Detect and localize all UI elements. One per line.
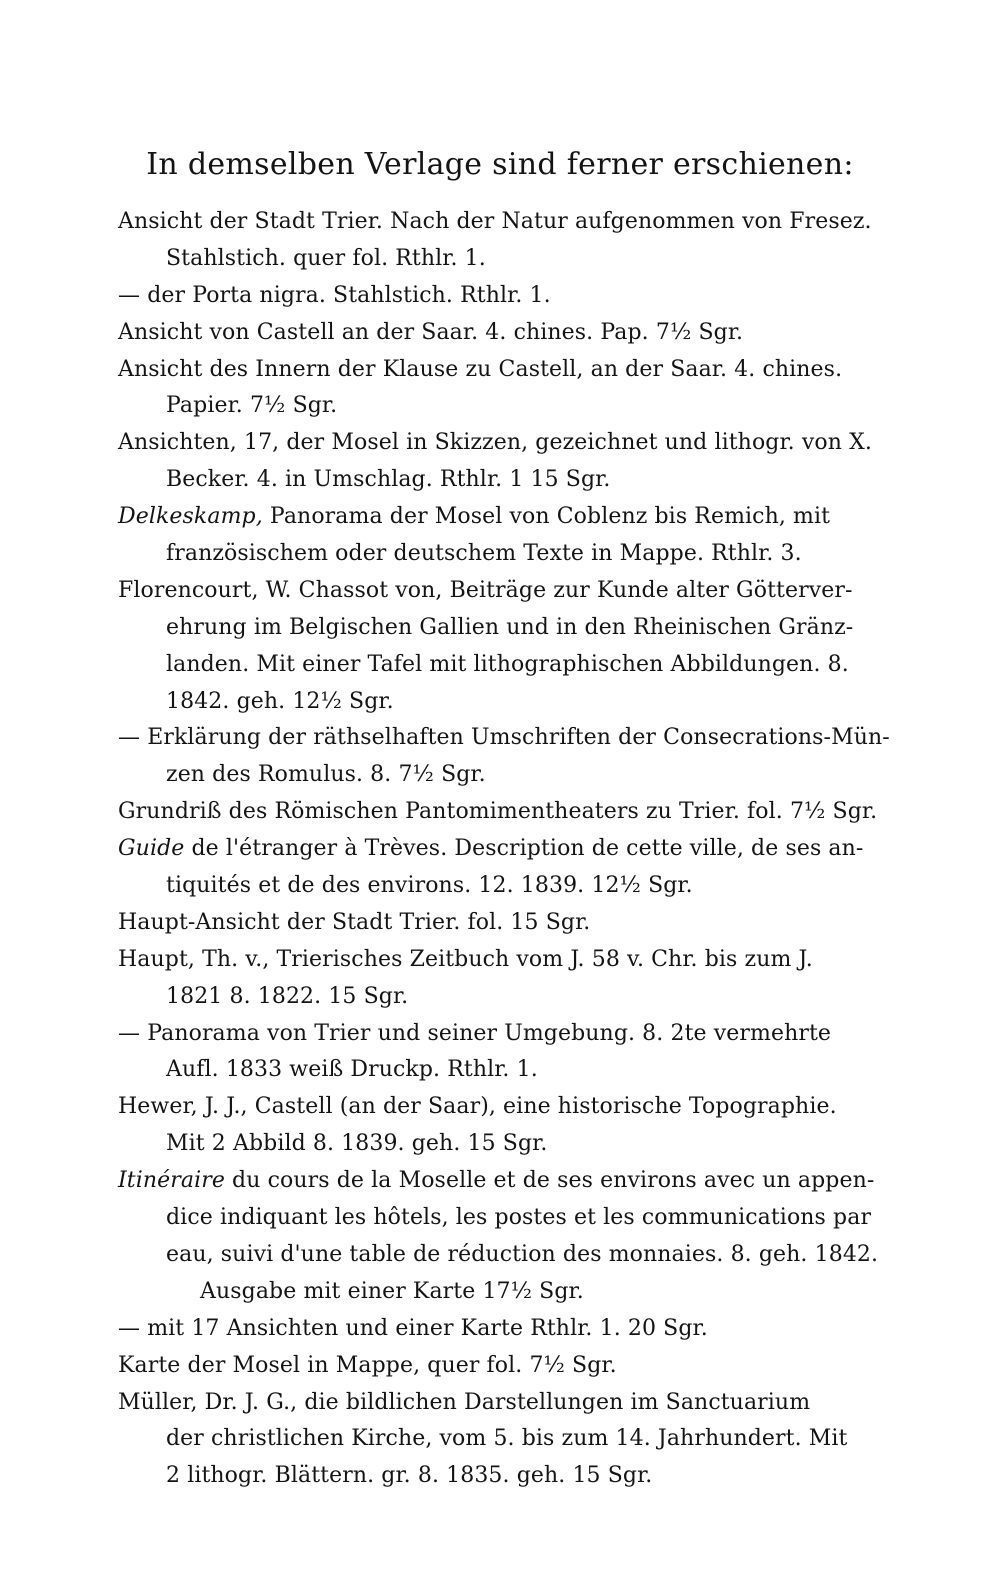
entry-text: Panorama der Mosel von Coblenz bis Remich, mit bbox=[262, 504, 831, 530]
entry-line: Ansicht des Innern der Klause zu Castell, an der Saar. 4. chines. bbox=[118, 356, 843, 382]
entry-continuation: 1842. geh. 12½ Sgr. bbox=[166, 688, 394, 714]
entry-text: du cours de la Moselle et de ses environs avec un appen- bbox=[224, 1168, 875, 1194]
entry-continuation: 1821 8. 1822. 15 Sgr. bbox=[166, 983, 409, 1009]
entry-continuation: Mit 2 Abbild 8. 1839. geh. 15 Sgr. bbox=[166, 1131, 548, 1157]
entry-line bbox=[118, 499, 888, 536]
entry-line: Karte der Mosel in Mappe, quer fol. 7½ Sgr. bbox=[118, 1352, 617, 1378]
entry-author-italic: Delkeskamp, bbox=[118, 504, 263, 530]
entry-continuation: der christlichen Kirche, vom 5. bis zum 14. Jahrhundert. Mit bbox=[166, 1426, 848, 1452]
entry-continuation: ehrung im Belgischen Gallien und in den Rheinischen Gränz- bbox=[166, 614, 854, 640]
entry-line: Haupt, Th. v., Trierisches Zeitbuch vom J. 58 v. Chr. bis zum J. bbox=[118, 946, 813, 972]
entry-line: Hewer, J. J., Castell (an der Saar), eine historische Topographie. bbox=[118, 1094, 837, 1120]
entry-line: Ansichten, 17, der Mosel in Skizzen, gezeichnet und lithogr. von X. bbox=[118, 430, 872, 456]
entry-continuation: Stahlstich. quer fol. Rthlr. 1. bbox=[166, 245, 486, 271]
page-heading: In demselben Verlage sind ferner erschienen: bbox=[146, 147, 854, 182]
entry-continuation: eau, suivi d'une table de réduction des monnaies. 8. geh. 1842. bbox=[166, 1241, 879, 1267]
entry-continuation: landen. Mit einer Tafel mit lithographischen Abbildungen. 8. bbox=[166, 651, 849, 677]
entry-continuation: Ausgabe mit einer Karte 17½ Sgr. bbox=[200, 1278, 584, 1304]
entry-continuation: Papier. 7½ Sgr. bbox=[166, 393, 338, 419]
entry-continuation: dice indiquant les hôtels, les postes et les communications par bbox=[166, 1205, 872, 1231]
entry-line: Grundriß des Römischen Pantomimentheaters zu Trier. fol. 7½ Sgr. bbox=[118, 799, 878, 825]
entry-continuation: 2 lithogr. Blättern. gr. 8. 1835. geh. 15 Sgr. bbox=[166, 1463, 653, 1489]
entry-continuation: französischem oder deutschem Texte in Mappe. Rthlr. 3. bbox=[166, 541, 802, 567]
entry-text: de l'étranger à Trèves. Description de cette ville, de ses an- bbox=[184, 836, 864, 862]
entry-line: Ansicht der Stadt Trier. Nach der Natur aufgenommen von Fresez. bbox=[118, 209, 872, 234]
entry-continuation: zen des Romulus. 8. 7½ Sgr. bbox=[166, 762, 486, 788]
entry-line: Haupt-Ansicht der Stadt Trier. fol. 15 Sgr. bbox=[118, 909, 591, 935]
entry-line bbox=[118, 1163, 888, 1200]
entry-line: — mit 17 Ansichten und einer Karte Rthlr. 1. 20 Sgr. bbox=[118, 1315, 708, 1341]
entry-title-italic: Guide bbox=[118, 836, 185, 862]
entry-line: — Panorama von Trier und seiner Umgebung. 8. 2te vermehrte bbox=[118, 1020, 832, 1046]
entry-title-italic: Itinéraire bbox=[118, 1168, 225, 1194]
entry-line: Ansicht von Castell an der Saar. 4. chines. Pap. 7½ Sgr. bbox=[118, 319, 744, 345]
entry-continuation: tiquités et de des environs. 12. 1839. 12½ Sgr. bbox=[166, 873, 693, 899]
entry-continuation: Becker. 4. in Umschlag. Rthlr. 1 15 Sgr. bbox=[166, 467, 611, 493]
entry-line: Florencourt, W. Chassot von, Beiträge zur Kunde alter Götterver- bbox=[118, 577, 853, 603]
entry-line: — der Porta nigra. Stahlstich. Rthlr. 1. bbox=[118, 282, 551, 308]
entry-line bbox=[118, 831, 888, 868]
entry-line: Müller, Dr. J. G., die bildlichen Darstellungen im Sanctuarium bbox=[118, 1389, 811, 1415]
entry-line: — Erklärung der räthselhaften Umschriften der Consecrations-Mün- bbox=[118, 725, 890, 751]
publication-list bbox=[118, 204, 888, 1495]
entry-continuation: Aufl. 1833 weiß Druckp. Rthlr. 1. bbox=[166, 1057, 538, 1083]
